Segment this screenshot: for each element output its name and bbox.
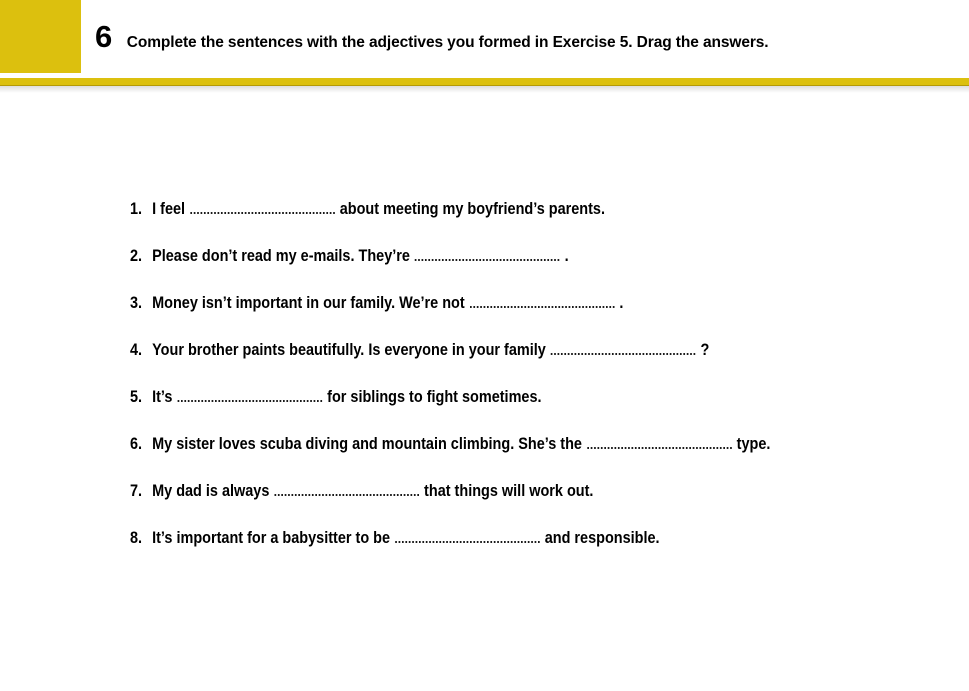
sentence-suffix: type. xyxy=(736,434,771,453)
sentence-suffix: . xyxy=(564,246,569,265)
answer-blank-4[interactable] xyxy=(551,340,696,355)
answer-blank-3[interactable] xyxy=(470,293,615,308)
sentence-suffix: and responsible. xyxy=(544,528,660,547)
answer-blank-1[interactable] xyxy=(190,199,335,214)
sentence-suffix: ? xyxy=(700,340,710,359)
sentence-row-3 xyxy=(130,293,843,340)
sentence-suffix: for siblings to fight sometimes. xyxy=(327,387,542,406)
sentence-suffix: that things will work out. xyxy=(424,481,594,500)
sentence-prefix: It’s important for a babysitter to be xyxy=(152,528,391,547)
sentence-prefix: Money isn’t important in our family. We’re not xyxy=(152,293,465,312)
answer-blank-8[interactable] xyxy=(395,528,540,543)
sentence-prefix: Your brother paints beautifully. Is everyone in your family xyxy=(152,340,546,359)
answer-blank-2[interactable] xyxy=(415,246,559,261)
accent-bar xyxy=(0,78,969,86)
sentence-row-8 xyxy=(130,528,843,575)
sentence-number: 8. xyxy=(130,528,143,547)
exercise-header xyxy=(95,20,769,54)
sentence-row-1 xyxy=(130,199,843,246)
sentence-prefix: My sister loves scuba diving and mountain climbing. She’s the xyxy=(152,434,582,453)
exercise-number: 6 xyxy=(95,19,112,54)
sentence-prefix: I feel xyxy=(152,199,186,218)
sentence-number: 6. xyxy=(130,434,143,453)
answer-blank-7[interactable] xyxy=(274,481,419,496)
sentence-number: 7. xyxy=(130,481,143,500)
sentence-row-7 xyxy=(130,481,843,528)
sentence-prefix: Please don’t read my e-mails. They’re xyxy=(152,246,410,265)
answer-blank-5[interactable] xyxy=(178,387,323,402)
sentence-suffix: . xyxy=(619,293,624,312)
exercise-instruction: Complete the sentences with the adjectives you formed in Exercise 5. Drag the answers. xyxy=(126,34,769,51)
sentence-prefix: My dad is always xyxy=(152,481,270,500)
sentence-row-4 xyxy=(130,340,843,387)
sentence-row-6 xyxy=(130,434,843,481)
answer-blank-6[interactable] xyxy=(587,434,732,449)
sentence-row-2 xyxy=(130,246,843,293)
sentence-number: 5. xyxy=(130,387,143,406)
sentence-suffix: about meeting my boyfriend’s parents. xyxy=(339,199,605,218)
sentence-number: 4. xyxy=(130,340,143,359)
sentence-number: 1. xyxy=(130,199,143,218)
sentence-number: 3. xyxy=(130,293,143,312)
sentence-list xyxy=(130,199,969,575)
accent-square xyxy=(0,0,81,73)
sentence-row-5 xyxy=(130,387,843,434)
sentence-number: 2. xyxy=(130,246,143,265)
sentence-prefix: It’s xyxy=(152,387,173,406)
